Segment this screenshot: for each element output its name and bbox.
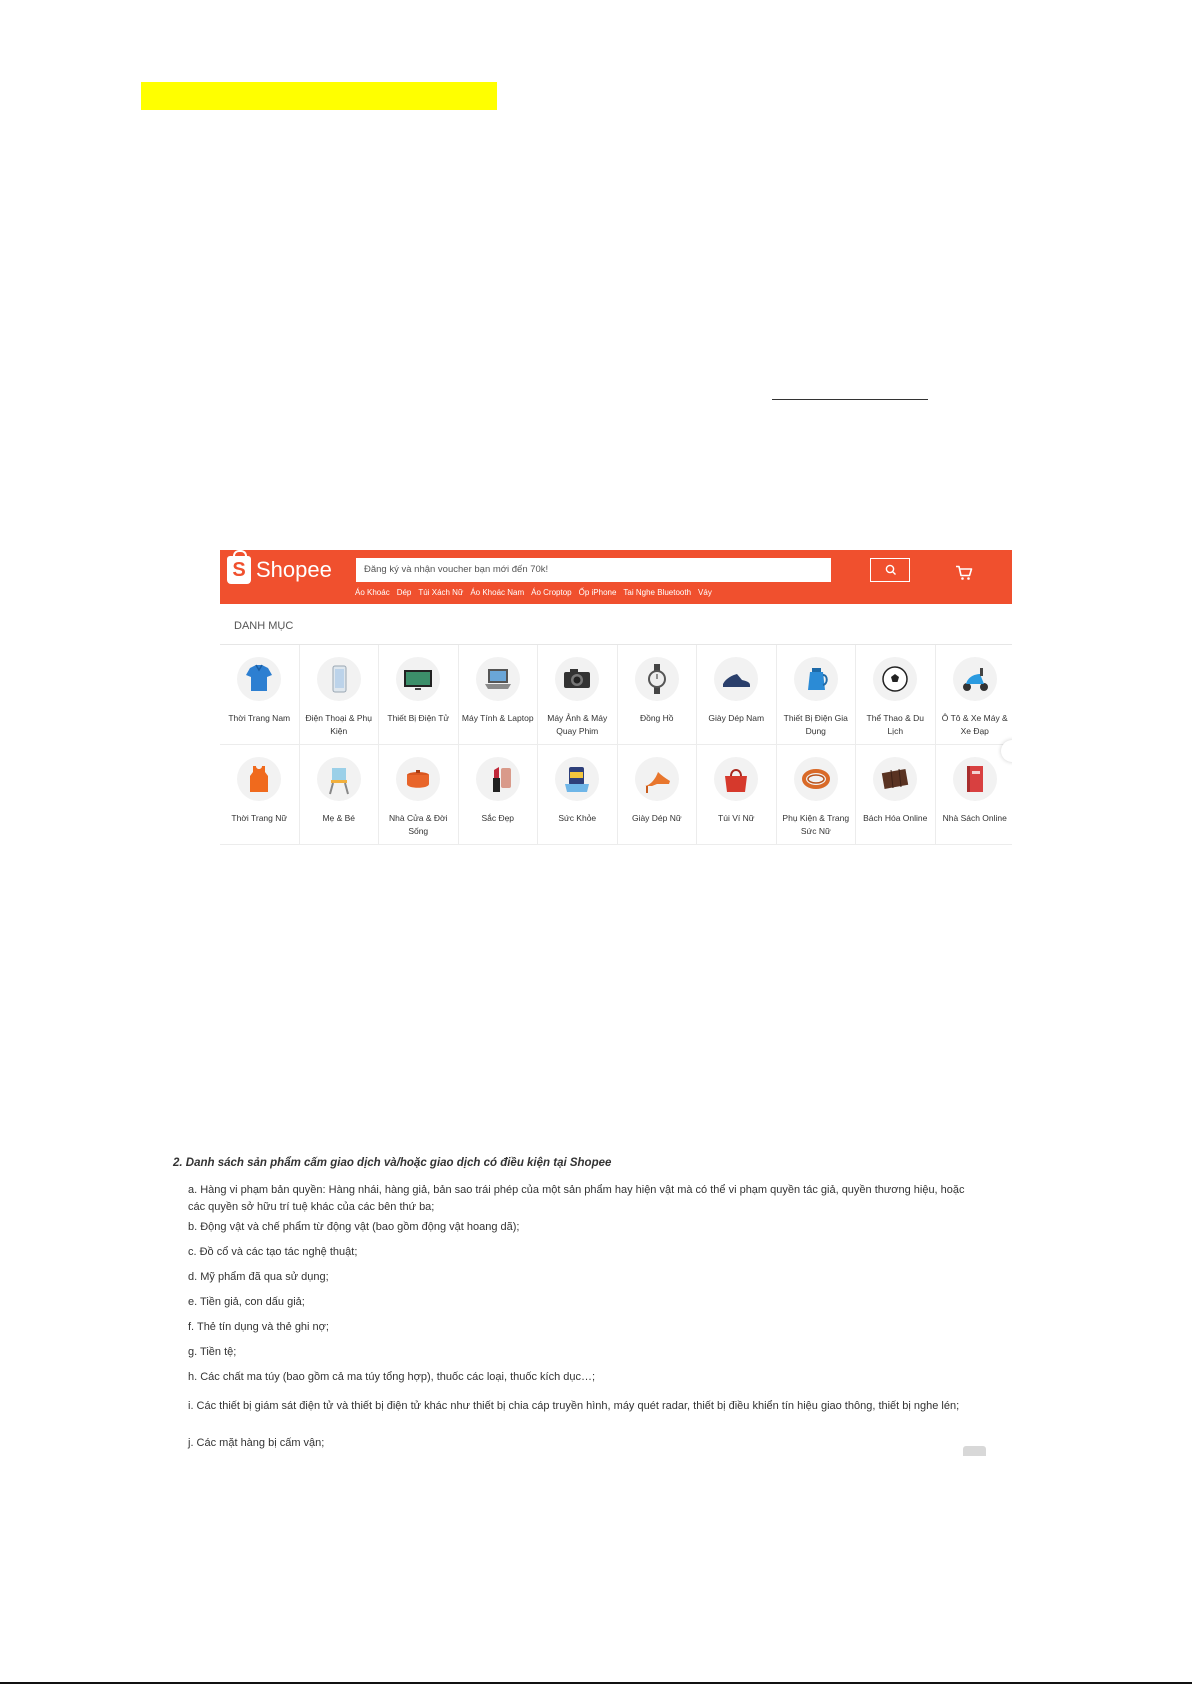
trending-tag[interactable]: Áo Khoác Nam [470,588,525,597]
list-item: e. Tiền giả, con dấu giả; [188,1296,305,1308]
search-icon [885,564,897,576]
category-label: Máy Tính & Laptop [461,713,534,723]
category-item[interactable] [220,645,300,745]
category-item[interactable] [459,745,539,845]
category-item[interactable] [697,645,777,745]
trending-tag[interactable]: Tai Nghe Bluetooth [623,588,692,597]
high-heel-icon [635,757,679,801]
trending-tags [355,588,712,597]
kettle-icon [794,657,838,701]
category-label: Điện Thoại & Phụ Kiện [305,713,372,736]
category-label: Túi Ví Nữ [718,813,755,823]
scooter-icon [953,657,997,701]
category-item[interactable] [538,645,618,745]
high-chair-icon [317,757,361,801]
health-products-icon [555,757,599,801]
laptop-icon [476,657,520,701]
shopee-screenshot [220,550,1012,847]
category-item[interactable] [777,645,857,745]
category-item[interactable] [777,745,857,845]
trending-tag[interactable]: Váy [698,588,712,597]
list-item: a. Hàng vi phạm bản quyền: Hàng nhái, hàng giả, bản sao trái phép của một sản phẩm hay hiện vật mà có thể vi phạm quyền tác giả, quyền thương hiệu, hoặc các quyền sở hữu trí tuệ khác của các bên thứ ba; [188,1184,965,1213]
scroll-chip [963,1446,986,1456]
trending-tag[interactable]: Áo Khoác [355,588,390,597]
search-button[interactable] [870,558,910,582]
camera-icon [555,657,599,701]
underline-mark [772,399,928,400]
search-placeholder: Đăng ký và nhận voucher bạn mới đến 70k! [364,564,549,575]
list-item: g. Tiền tệ; [188,1346,237,1358]
category-label: Mẹ & Bé [322,813,356,823]
shopee-bag-icon: S [227,556,251,584]
handbag-icon [714,757,758,801]
soccer-ball-icon [873,657,917,701]
list-item: b. Động vật và chế phẩm từ động vật (bao gồm động vật hoang dã); [188,1221,520,1233]
category-label: Thời Trang Nữ [231,813,288,823]
trending-tag[interactable]: Dép [396,588,412,597]
category-grid [220,645,1012,845]
category-item[interactable] [856,745,936,845]
category-item[interactable] [856,645,936,745]
section-heading: 2. Danh sách sản phẩm cấm giao dịch và/hoặc giao dịch có điều kiện tại Shopee [173,1157,612,1169]
category-title: DANH MỤC [234,620,294,632]
category-item[interactable] [618,745,698,845]
trending-tag[interactable]: Áo Croptop [531,588,572,597]
trending-tag[interactable]: Ốp iPhone [578,588,617,597]
list-item: h. Các chất ma túy (bao gồm cả ma túy tổng hợp), thuốc các loại, thuốc kích dục…; [188,1371,596,1383]
list-item: j. Các mặt hàng bị cấm vận; [188,1437,325,1449]
lipstick-icon [476,757,520,801]
list-item: c. Đồ cổ và các tạo tác nghệ thuật; [188,1246,358,1258]
bracelet-icon [794,757,838,801]
tv-icon [396,657,440,701]
category-label: Nhà Sách Online [942,813,1007,823]
cart-button[interactable] [955,565,973,586]
list-item: d. Mỹ phẩm đã qua sử dụng; [188,1271,329,1283]
shopee-logo[interactable] [227,556,332,584]
watch-icon [635,657,679,701]
category-label: Giày Dép Nữ [631,813,682,823]
category-label: Đồng Hồ [639,713,674,723]
category-item[interactable] [220,745,300,845]
smartphone-icon [317,657,361,701]
yellow-highlight [141,82,497,110]
category-label: Sắc Đẹp [481,813,515,823]
category-item[interactable] [379,645,459,745]
category-item[interactable] [936,645,1013,745]
category-label: Máy Ảnh & Máy Quay Phim [547,713,608,736]
book-icon [953,757,997,801]
category-item[interactable] [300,645,380,745]
list-item: i. Các thiết bị giám sát điện tử và thiết bị điện tử khác như thiết bị chia cáp truyền hình, máy quét radar, thiết bị điều khiển tín hiệu giao thông, thiết bị nghe lén; [188,1400,960,1412]
page-bottom-rule [0,1682,1192,1684]
search-input[interactable] [355,557,832,583]
category-item[interactable] [538,745,618,845]
shopee-header [220,550,1012,604]
category-label: Thiết Bị Điện Gia Dụng [783,713,848,736]
category-item[interactable] [618,645,698,745]
category-label: Ô Tô & Xe Máy & Xe Đạp [941,713,1008,736]
category-item[interactable] [379,745,459,845]
list-item: f. Thẻ tín dụng và thẻ ghi nợ; [188,1321,329,1333]
chocolate-icon [873,757,917,801]
category-label: Sức Khỏe [558,813,597,823]
category-label: Giày Dép Nam [708,713,765,723]
mens-shoe-icon [714,657,758,701]
category-label: Phụ Kiện & Trang Sức Nữ [782,813,850,836]
category-label: Thời Trang Nam [228,713,291,723]
category-label: Bách Hóa Online [863,813,928,823]
category-item[interactable] [459,645,539,745]
tank-top-icon [237,757,281,801]
category-label: Nhà Cửa & Đời Sống [388,813,448,836]
polo-shirt-icon [237,657,281,701]
cooking-pot-icon [396,757,440,801]
shopee-logo-text: Shopee [256,557,332,582]
trending-tag[interactable]: Túi Xách Nữ [418,588,464,597]
category-item[interactable] [936,745,1013,845]
category-item[interactable] [697,745,777,845]
category-label: Thể Thao & Du Lịch [866,713,924,736]
category-item[interactable] [300,745,380,845]
cart-icon [955,565,973,581]
category-label: Thiết Bị Điện Tử [387,713,450,723]
